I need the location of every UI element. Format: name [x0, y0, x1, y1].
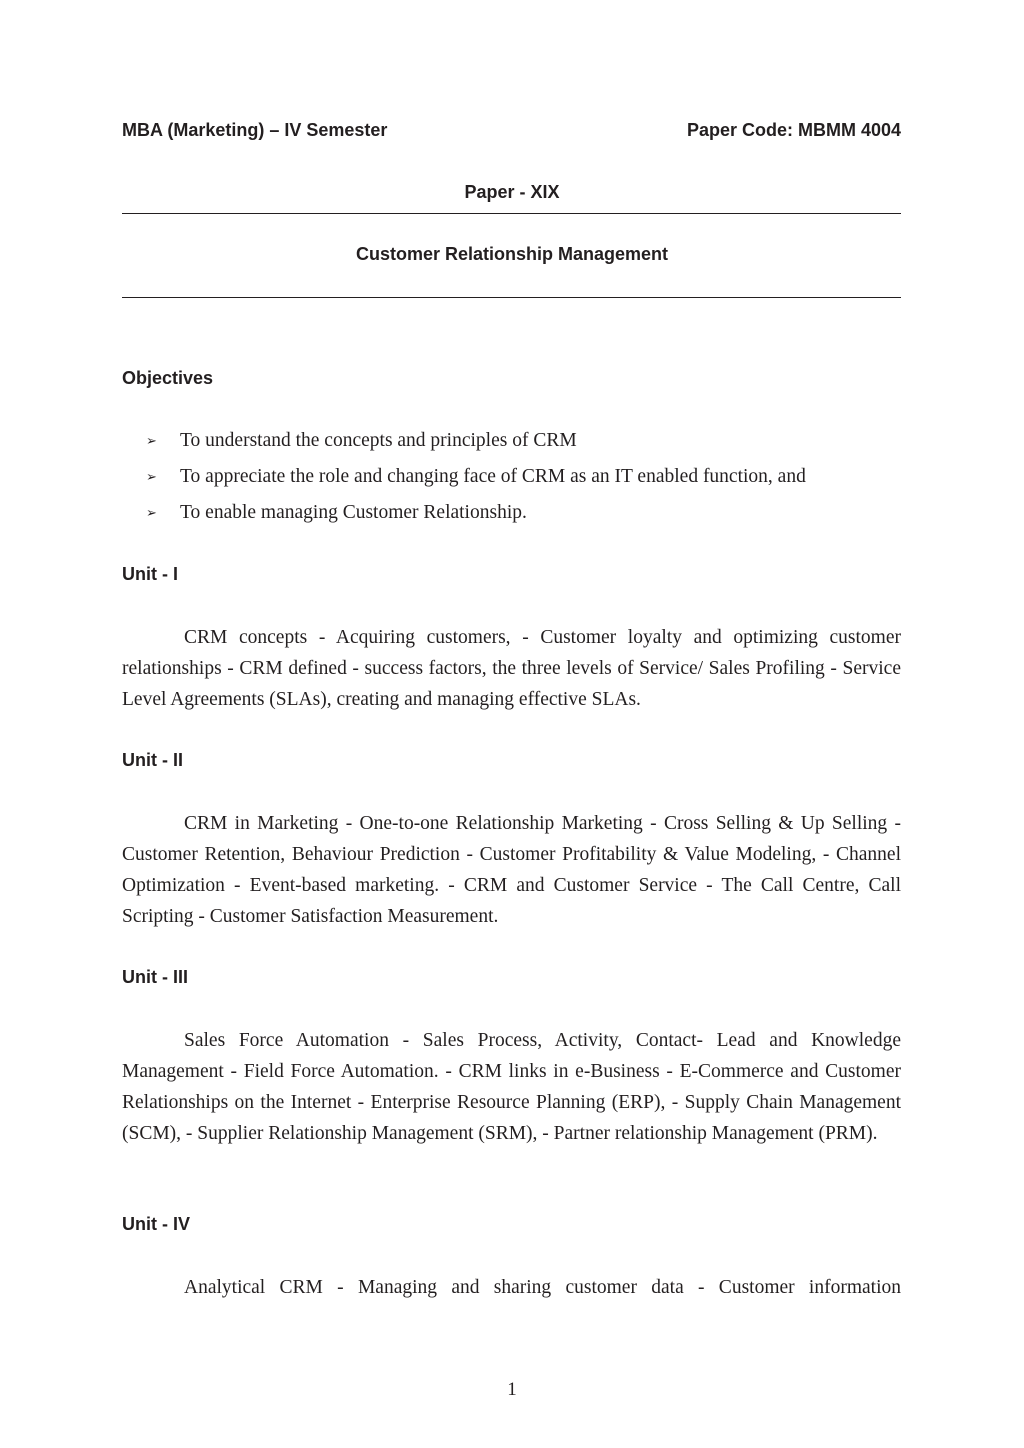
list-item	[122, 462, 806, 498]
unit-3-text: Sales Force Automation - Sales Process, Activity, Contact- Lead and Knowledge Management - Field Force Automation. - CRM links in e-Business - E-Commerce and Customer Relationships on the Internet - Enterprise Resource Planning (ERP), - Supply Chain Management (SCM), - Supplier Relationship Management (SRM), - Partner relationship Management (PRM).	[122, 1030, 901, 1144]
program-label: MBA (Marketing) – IV Semester	[122, 120, 388, 140]
list-item	[122, 426, 806, 462]
arrow-bullet-icon: ➢	[146, 433, 157, 448]
objective-text: To enable managing Customer Relationship.	[180, 502, 527, 523]
list-item	[122, 498, 806, 534]
arrow-bullet-icon: ➢	[146, 505, 157, 520]
top-divider	[122, 213, 901, 214]
objectives-heading: Objectives	[122, 368, 214, 388]
unit-2-heading: Unit - II	[122, 750, 183, 770]
bottom-divider	[122, 297, 901, 298]
unit-4-heading: Unit - IV	[122, 1214, 190, 1234]
unit-2-text: CRM in Marketing - One-to-one Relationship Marketing - Cross Selling & Up Selling - Customer Retention, Behaviour Prediction - Customer Profitability & Value Modeling, - Channel Optimization - Event-based marketing. - CRM and Customer Service - The Call Centre, Call Scripting - Customer Satisfaction Measurement.	[122, 813, 901, 927]
page-number: 1	[507, 1379, 517, 1400]
unit-1-text: CRM concepts - Acquiring customers, - Customer loyalty and optimizing customer relationships - CRM defined - success factors, the three levels of Service/ Sales Profiling - Service Level Agreements (SLAs), creating and managing effective SLAs.	[122, 627, 901, 710]
unit-4-text: Analytical CRM - Managing and sharing customer data - Customer information	[184, 1277, 901, 1298]
objective-text: To understand the concepts and principles of CRM	[180, 430, 577, 451]
document-title: Customer Relationship Management	[355, 244, 669, 264]
paper-code: Paper Code: MBMM 4004	[686, 120, 901, 140]
objective-text: To appreciate the role and changing face of CRM as an IT enabled function, and	[180, 466, 806, 487]
unit-1-heading: Unit - I	[122, 564, 178, 584]
objectives-list	[122, 426, 806, 534]
paper-number: Paper - XIX	[464, 182, 560, 202]
unit-3-heading: Unit - III	[122, 967, 188, 987]
arrow-bullet-icon: ➢	[146, 469, 157, 484]
